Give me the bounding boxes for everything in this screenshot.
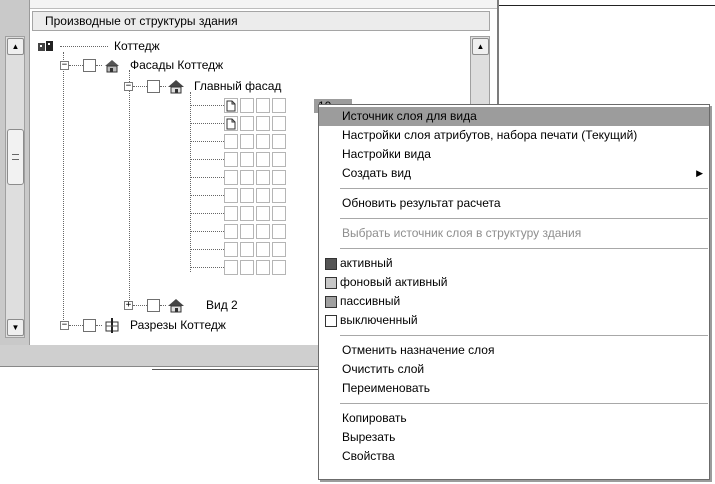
menu-item-select-layer-source: Выбрать источник слоя в структуру здания <box>342 226 582 240</box>
layer-cell <box>240 242 254 257</box>
menu-item-copy[interactable]: Копировать <box>342 411 407 425</box>
menu-item-view-settings[interactable]: Настройки вида <box>342 147 431 161</box>
layer-cell <box>240 134 254 149</box>
menu-separator <box>340 218 708 219</box>
house-icon <box>166 78 186 94</box>
layer-cell <box>240 224 254 239</box>
layer-cell <box>272 134 286 149</box>
scroll-down-button[interactable] <box>7 319 24 336</box>
layer-cell <box>272 224 286 239</box>
tree-node-view2[interactable] <box>124 297 238 313</box>
panel-header: Производные от структуры здания <box>32 11 490 31</box>
visibility-checkbox[interactable] <box>83 59 96 72</box>
tree-node-root[interactable] <box>36 38 160 54</box>
menu-item-label: выключенный <box>340 313 418 327</box>
menu-item-clear-layer[interactable]: Очистить слой <box>342 362 425 376</box>
visibility-checkbox[interactable] <box>83 319 96 332</box>
left-scroll-pane <box>0 0 30 345</box>
layer-cell <box>224 260 238 275</box>
menu-item-state-passive[interactable] <box>319 292 709 311</box>
menu-item-layer-source[interactable]: Источник слоя для вида <box>319 107 709 126</box>
visibility-checkbox[interactable] <box>147 299 160 312</box>
menu-item-state-active[interactable] <box>319 254 709 273</box>
background-active-swatch-icon <box>325 277 337 289</box>
tree-node-label: Главный фасад <box>194 79 282 93</box>
tree-node-label: Разрезы Коттедж <box>130 318 226 332</box>
layer-cell <box>240 260 254 275</box>
submenu-arrow-icon: ▶ <box>696 168 703 178</box>
divider <box>152 369 322 370</box>
collapse-toggle[interactable]: − <box>61 59 68 70</box>
menu-item-layer-settings[interactable]: Настройки слоя атрибутов, набора печати (Текущий) <box>342 128 638 142</box>
layer-cell <box>224 134 238 149</box>
menu-separator <box>340 248 708 249</box>
layer-cell <box>272 170 286 185</box>
tree-node-main-facade[interactable] <box>124 78 281 94</box>
chevron-up-icon: ▲ <box>476 42 485 51</box>
tree-connector <box>129 70 130 306</box>
tree-node-sections[interactable] <box>60 317 226 333</box>
expand-toggle[interactable]: + <box>125 299 132 310</box>
off-swatch-icon <box>325 315 337 327</box>
layer-cell <box>272 116 286 131</box>
collapse-toggle[interactable]: − <box>61 319 68 330</box>
layer-cell <box>224 242 238 257</box>
scroll-up-button[interactable] <box>7 38 24 55</box>
layer-cell <box>240 116 254 131</box>
tree-scroll-up-button[interactable] <box>472 38 489 55</box>
scroll-thumb[interactable] <box>7 129 24 185</box>
menu-item-label: пассивный <box>340 294 401 308</box>
menu-item-label: Создать вид <box>342 166 412 180</box>
layer-cell <box>272 260 286 275</box>
building-icon <box>36 38 56 54</box>
layer-cell <box>256 206 270 221</box>
visibility-checkbox[interactable] <box>147 80 160 93</box>
divider <box>499 0 715 6</box>
menu-item-state-off[interactable] <box>319 311 709 330</box>
layer-cell <box>224 224 238 239</box>
chevron-up-icon: ▲ <box>11 42 20 51</box>
chevron-down-icon: ▼ <box>11 323 20 332</box>
layer-cell <box>272 242 286 257</box>
menu-item-rename[interactable]: Переименовать <box>342 381 430 395</box>
menu-item-create-view[interactable] <box>319 164 709 183</box>
menu-item-cut[interactable]: Вырезать <box>342 430 396 444</box>
layer-cell <box>256 224 270 239</box>
layer-cell <box>224 188 238 203</box>
menu-separator <box>340 335 708 336</box>
layer-cell <box>272 188 286 203</box>
layer-cell <box>240 152 254 167</box>
menu-item-update-calculation[interactable]: Обновить результат расчета <box>342 196 501 210</box>
panel-top-border <box>30 0 499 9</box>
collapse-toggle[interactable]: − <box>125 80 132 91</box>
layer-cell <box>256 170 270 185</box>
menu-item-state-background-active[interactable] <box>319 273 709 292</box>
house-folder-icon <box>102 57 122 73</box>
tree-node-label: Коттедж <box>114 39 160 53</box>
layer-cell <box>224 206 238 221</box>
layer-cell <box>240 170 254 185</box>
tree-node-facades[interactable] <box>60 57 223 73</box>
document-icon <box>224 98 238 113</box>
layer-cell <box>256 98 270 113</box>
layer-cell <box>240 206 254 221</box>
section-icon <box>102 317 122 333</box>
layer-cell <box>256 134 270 149</box>
menu-separator <box>340 188 708 189</box>
menu-item-label: активный <box>340 256 393 270</box>
grip-icon <box>12 154 19 160</box>
document-icon <box>224 116 238 131</box>
house-icon <box>166 297 186 313</box>
menu-separator <box>340 403 708 404</box>
layer-cell <box>256 188 270 203</box>
layer-cell <box>272 98 286 113</box>
menu-item-unassign-layer[interactable]: Отменить назначение слоя <box>342 343 495 357</box>
layer-cell <box>272 206 286 221</box>
layer-cell <box>224 152 238 167</box>
menu-item-label: фоновый активный <box>340 275 448 289</box>
active-swatch-icon <box>325 258 337 270</box>
tree-connector <box>63 52 64 324</box>
left-vertical-scrollbar[interactable] <box>5 36 25 338</box>
layer-cell <box>240 98 254 113</box>
context-menu <box>318 104 710 480</box>
tree-node-label: Фасады Коттедж <box>130 58 224 72</box>
layer-cell <box>240 188 254 203</box>
tree-node-label: Вид 2 <box>206 298 238 312</box>
layer-cell <box>256 260 270 275</box>
layer-cell <box>256 242 270 257</box>
layer-cell <box>224 170 238 185</box>
menu-item-properties[interactable]: Свойства <box>342 449 395 463</box>
layer-cell <box>256 152 270 167</box>
layer-cell <box>272 152 286 167</box>
layer-cell <box>256 116 270 131</box>
passive-swatch-icon <box>325 296 337 308</box>
